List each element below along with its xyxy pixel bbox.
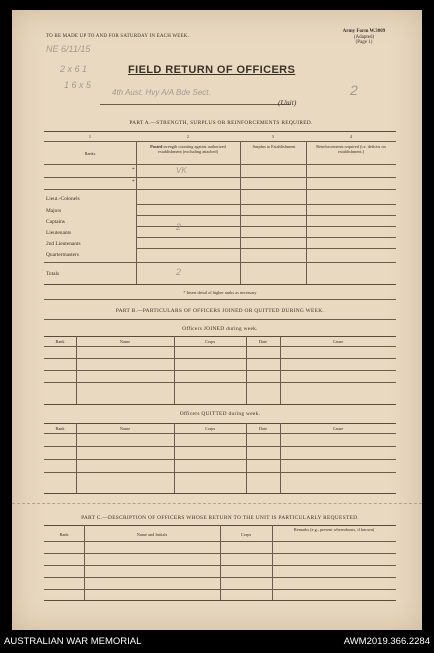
handwritten-note-3: 1 6 x 5 bbox=[64, 80, 92, 90]
fold-line bbox=[12, 503, 422, 504]
quitted-header-rule bbox=[44, 433, 396, 434]
joined-row-rule-1 bbox=[44, 358, 396, 359]
joined-vline-3 bbox=[246, 336, 247, 404]
quitted-col-cause: Cause bbox=[332, 426, 344, 431]
header-posted-rest: strength counting against authorized establishment (excluding attached) bbox=[158, 144, 226, 154]
quitted-vline-2 bbox=[174, 423, 175, 493]
lieutenants-posted-value: 2 bbox=[176, 222, 182, 232]
quitted-row-rule-1 bbox=[44, 446, 396, 447]
joined-bottom-border bbox=[44, 404, 396, 405]
part-c-col-rank: Rank bbox=[59, 532, 69, 537]
col-num-rule bbox=[44, 141, 396, 142]
archive-footer bbox=[0, 631, 434, 653]
row-rule-2 bbox=[136, 215, 396, 216]
footer-institution: AUSTRALIAN WAR MEMORIAL bbox=[4, 636, 142, 647]
row-rule-4 bbox=[136, 237, 396, 238]
part-c-vline-3 bbox=[272, 525, 273, 600]
unit-underline bbox=[100, 104, 290, 105]
header-reinforcements: Reinforcements required (i.e. deficits on establishment.) bbox=[316, 144, 386, 154]
form-number bbox=[334, 29, 394, 46]
star-marker-2: * bbox=[132, 179, 135, 185]
handwritten-note-1: NE 6/11/15 bbox=[46, 44, 91, 54]
form-id: Army Form W.3009 bbox=[342, 29, 386, 34]
rank-lieut-colonels: Lieut.-Colonels bbox=[46, 196, 80, 202]
star-marker-1: * bbox=[132, 167, 135, 173]
form-adapted: (Adapted) bbox=[353, 34, 375, 40]
joined-row-rule-2 bbox=[44, 370, 396, 371]
part-c-col-corps: Corps bbox=[240, 532, 252, 537]
quitted-col-name: Name bbox=[119, 426, 131, 431]
header-posted-bold: Posted bbox=[150, 144, 163, 149]
footnote: * Insert detail of higher ranks as necessary bbox=[183, 290, 257, 295]
rank-lieutenants: Lieutenants bbox=[46, 230, 72, 236]
joined-vline-4 bbox=[280, 336, 281, 404]
instruction-text: TO BE MADE UP TO AND FOR SATURDAY IN EACH WEEK. bbox=[46, 34, 190, 39]
row-rule-star-1 bbox=[44, 177, 396, 178]
totals-label: Totals bbox=[46, 271, 60, 277]
form-page: (Page 1) bbox=[355, 40, 373, 45]
part-a-bottom-border bbox=[44, 284, 396, 285]
joined-title: Officers JOINED during week. bbox=[182, 326, 258, 332]
joined-vline-2 bbox=[174, 336, 175, 404]
handwritten-number: 2 bbox=[350, 82, 358, 98]
quitted-col-corps: Corps bbox=[204, 426, 216, 431]
part-b-heading: PART B.—PARTICULARS OF OFFICERS JOINED OR QUITTED DURING WEEK. bbox=[115, 308, 325, 314]
unit-handwritten: 4th Aust. Hvy A/A Bde Sect. bbox=[112, 88, 211, 97]
joined-top-border bbox=[44, 336, 396, 337]
posted-handwritten-mark: VK bbox=[176, 166, 187, 175]
quitted-row-rule-3 bbox=[44, 472, 396, 473]
quitted-bottom-border bbox=[44, 493, 396, 494]
joined-row-rule-3 bbox=[44, 382, 396, 383]
quitted-top-border bbox=[44, 423, 396, 424]
part-c-col-remarks: Remarks (e.g., present whereabouts, if known) bbox=[293, 527, 375, 532]
row-rule-6 bbox=[44, 262, 396, 263]
row-rule-star-2 bbox=[44, 189, 396, 190]
joined-col-rank: Rank bbox=[55, 339, 65, 344]
quitted-vline-4 bbox=[280, 423, 281, 493]
header-surplus: Surplus to Establishment bbox=[252, 144, 296, 149]
unit-label: (Unit) bbox=[278, 98, 297, 107]
joined-vline-1 bbox=[76, 336, 77, 404]
joined-col-cause: Cause bbox=[332, 339, 344, 344]
quitted-row-rule-2 bbox=[44, 459, 396, 460]
part-b-rule bbox=[44, 319, 396, 320]
quitted-title: Officers QUITTED during week. bbox=[179, 411, 261, 417]
rank-majors: Majors bbox=[46, 208, 62, 214]
form-sheet bbox=[12, 10, 422, 630]
rank-2nd-lieutenants: 2nd Lieutenants bbox=[46, 241, 81, 247]
col-num-2: 2 bbox=[186, 134, 190, 139]
row-rule-1 bbox=[136, 204, 396, 205]
header-rule bbox=[44, 164, 396, 165]
joined-col-name: Name bbox=[119, 339, 131, 344]
quitted-col-date: Date bbox=[258, 426, 268, 431]
part-a-top-border bbox=[44, 131, 396, 132]
handwritten-note-2: 2 x 6 1 bbox=[60, 64, 88, 74]
row-rule-3 bbox=[136, 226, 396, 227]
quitted-vline-3 bbox=[246, 423, 247, 493]
col-num-1: 1 bbox=[88, 134, 92, 139]
rank-quartermasters: Quartermasters bbox=[46, 252, 79, 258]
header-posted bbox=[138, 144, 238, 154]
part-c-bottom-border bbox=[44, 600, 396, 601]
footer-accession-number: AWM2019.366.2284 bbox=[343, 636, 430, 647]
row-rule-5 bbox=[136, 248, 396, 249]
part-c-vline-1 bbox=[84, 525, 85, 600]
joined-col-corps: Corps bbox=[204, 339, 216, 344]
col-num-4: 4 bbox=[349, 134, 353, 139]
part-c-col-name: Name and Initials bbox=[136, 532, 168, 537]
part-a-heading: PART A.—STRENGTH, SURPLUS OR REINFORCEMENTS REQUIRED. bbox=[129, 120, 313, 126]
totals-posted-value: 2 bbox=[176, 267, 182, 277]
part-c-vline-2 bbox=[220, 525, 221, 600]
rank-captains: Captains bbox=[46, 219, 65, 225]
part-c-heading: PART C.—DESCRIPTION OF OFFICERS WHOSE RETURN TO THE UNIT IS PARTICULARLY REQUESTED. bbox=[81, 515, 359, 521]
quitted-col-rank: Rank bbox=[55, 426, 65, 431]
joined-col-date: Date bbox=[258, 339, 268, 344]
joined-header-rule bbox=[44, 346, 396, 347]
header-ranks: Ranks bbox=[84, 151, 96, 156]
part-a-end-rule bbox=[44, 299, 396, 300]
page-title: FIELD RETURN OF OFFICERS bbox=[128, 64, 296, 76]
quitted-vline-1 bbox=[76, 423, 77, 493]
col-num-3: 3 bbox=[271, 134, 275, 139]
